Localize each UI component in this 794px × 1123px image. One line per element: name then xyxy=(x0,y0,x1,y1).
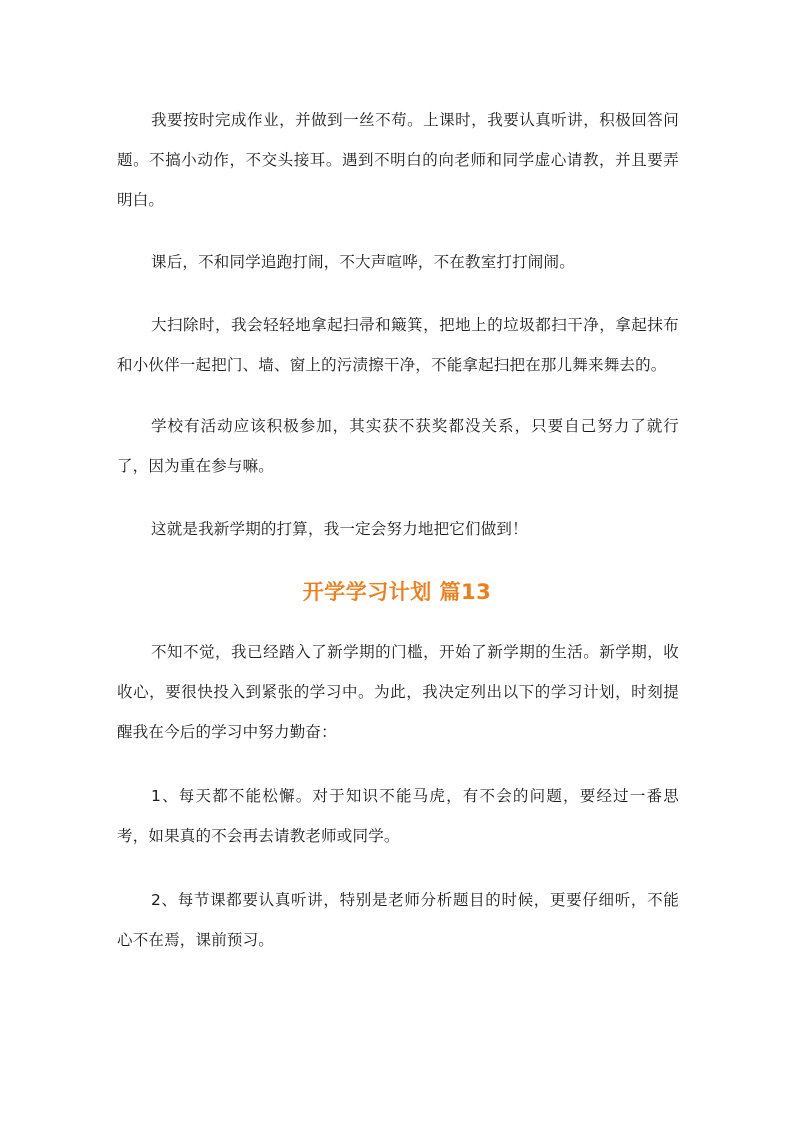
section-heading: 开学学习计划 篇13 xyxy=(302,580,492,604)
paragraph-cleaning: 大扫除时，我会轻轻地拿起扫帚和簸箕，把地上的垃圾都扫干净，拿起抹布和小伙伴一起把门、墙、窗上的污渍擦干净，不能拿起扫把在那儿舞来舞去的。 xyxy=(117,316,679,374)
paragraph-after-class: 课后，不和同学追跑打闹，不大声喧哗，不在教室打打闹闹。 xyxy=(151,253,575,271)
paragraph-new-semester-intro: 不知不觉，我已经踏入了新学期的门槛，开始了新学期的生活。新学期，收收心，要很快投入到紧张的学习中。为此，我决定列出以下的学习计划，时刻提醒我在今后的学习中努力勤奋： xyxy=(117,643,679,741)
paragraph-school-activities: 学校有活动应该积极参加，其实获不获奖都没关系，只要自己努力了就行了，因为重在参与嘛。 xyxy=(117,417,679,475)
paragraph-conclusion: 这就是我新学期的打算，我一定会努力地把它们做到！ xyxy=(151,520,528,538)
paragraph-plan-item-2: 2、每节课都要认真听讲，特别是老师分析题目的时候，更要仔细听，不能心不在焉，课前预习。 xyxy=(117,891,679,949)
paragraph-plan-item-1: 1、每天都不能松懈。对于知识不能马虎，有不会的问题，要经过一番思考，如果真的不会再去请教老师或同学。 xyxy=(117,787,679,845)
paragraph-homework-and-class: 我要按时完成作业，并做到一丝不苟。上课时，我要认真听讲，积极回答问题。不搞小动作，不交头接耳。遇到不明白的向老师和同学虚心请教，并且要弄明白。 xyxy=(117,111,679,209)
